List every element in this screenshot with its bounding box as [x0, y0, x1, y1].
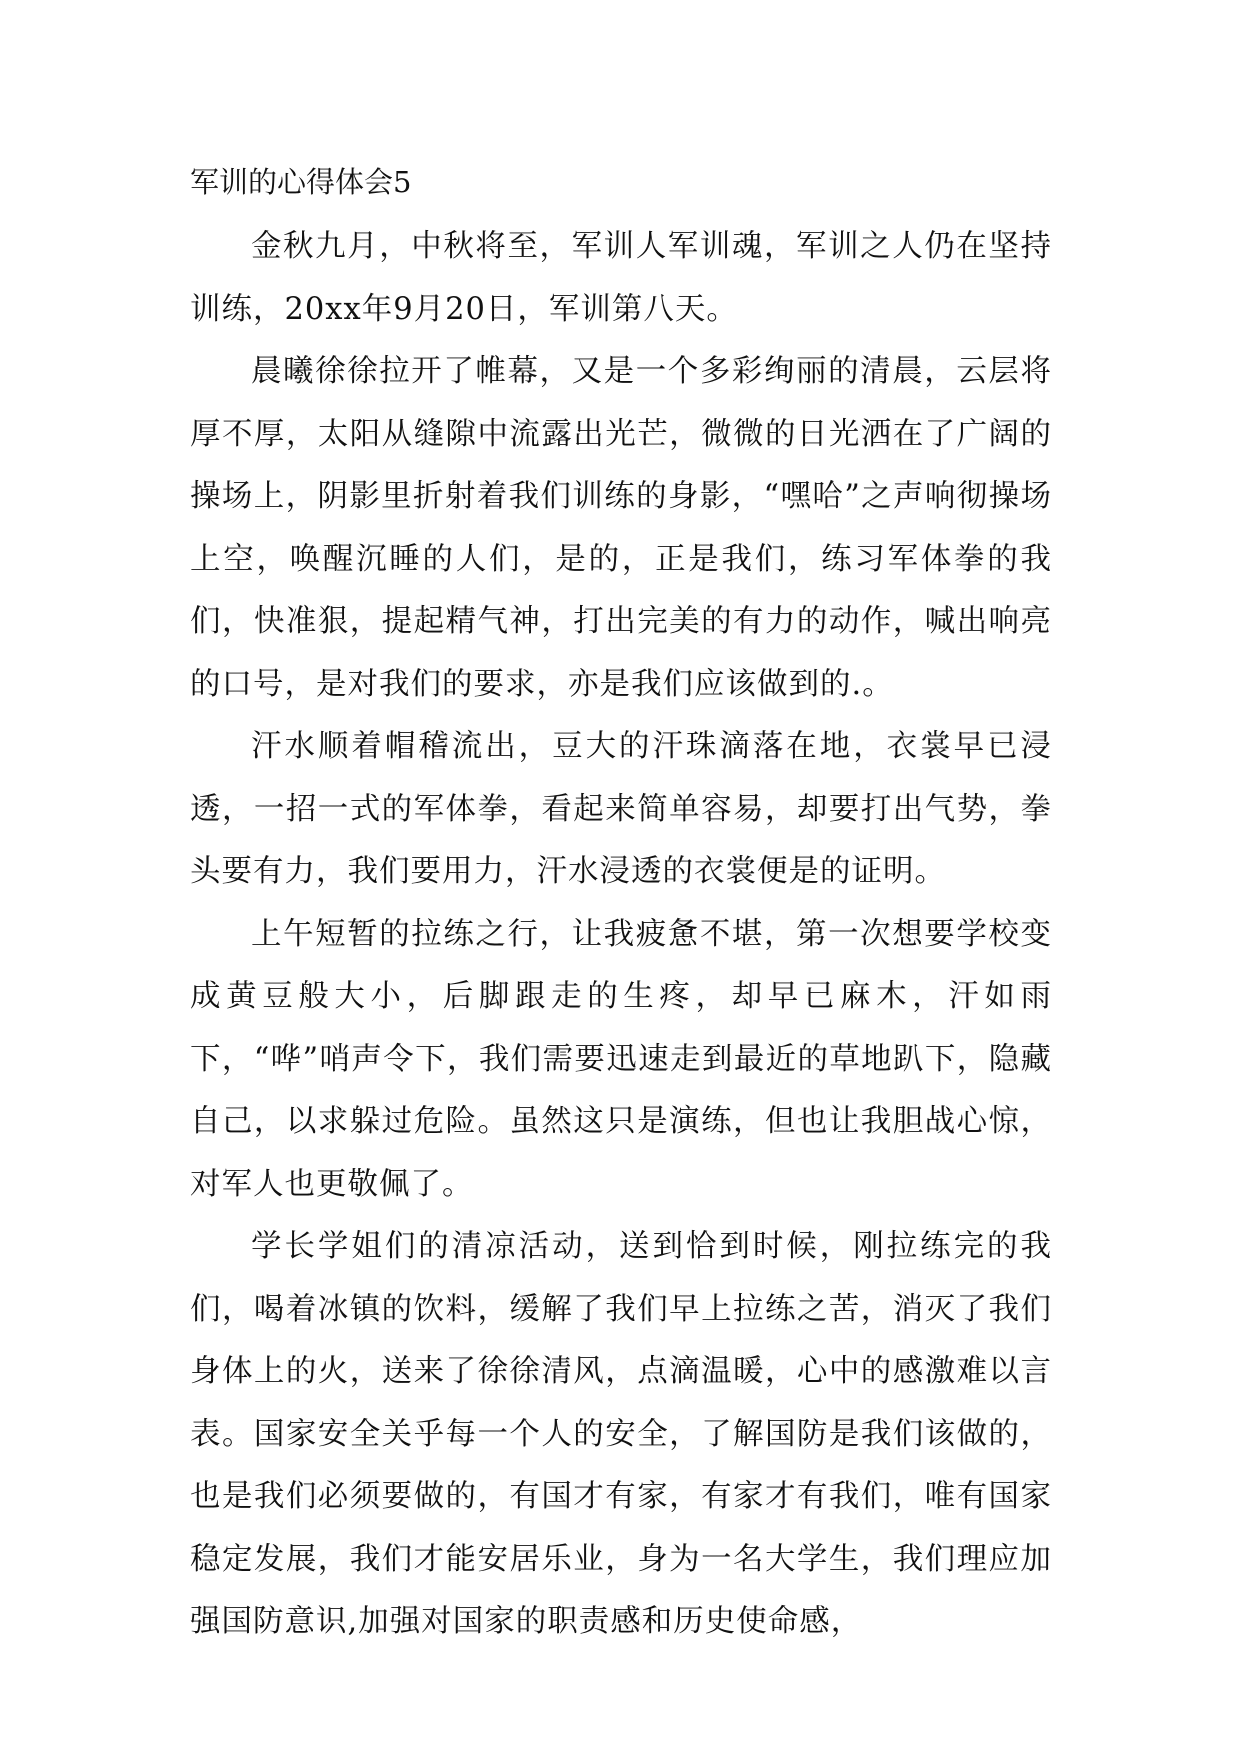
document-body — [190, 216, 1052, 1654]
paragraph-4: 上午短暂的拉练之行，让我疲惫不堪，第一次想要学校变成黄豆般大小，后脚跟走的生疼，却早已麻木，汗如雨下，“哗”哨声令下，我们需要迅速走到最近的草地趴下，隐藏自己，以求躲过危险。虽然这只是演练，但也让我胆战心惊，对军人也更敬佩了。 — [190, 916, 1052, 1202]
paragraph-5: 学长学姐们的清凉活动，送到恰到时候，刚拉练完的我们，喝着冰镇的饮料，缓解了我们早上拉练之苦，消灭了我们身体上的火，送来了徐徐清风，点滴温暖，心中的感激难以言表。国家安全关乎每一个人的安全，了解国防是我们该做的，也是我们必须要做的，有国才有家，有家才有我们，唯有国家稳定发展，我们才能安居乐业，身为一名大学生，我们理应加强国防意识,加强对国家的职责感和历史使命感， — [190, 1229, 1052, 1639]
paragraph-1: 金秋九月，中秋将至，军训人军训魂，军训之人仍在坚持训练，20xx年9月20日，军训第八天。 — [190, 229, 1052, 327]
paragraph-2: 晨曦徐徐拉开了帷幕，又是一个多彩绚丽的清晨，云层将厚不厚，太阳从缝隙中流露出光芒，微微的日光洒在了广阔的操场上，阴影里折射着我们训练的身影，“嘿哈”之声响彻操场上空，唤醒沉睡的人们，是的，正是我们，练习军体拳的我们，快准狠，提起精气神，打出完美的有力的动作，喊出响亮的口号，是对我们的要求，亦是我们应该做到的.。 — [190, 354, 1052, 702]
document-title: 军训的心得体会5 — [190, 165, 412, 199]
paragraph-3: 汗水顺着帽稽流出，豆大的汗珠滴落在地，衣裳早已浸透，一招一式的军体拳，看起来简单容易，却要打出气势，拳头要有力，我们要用力，汗水浸透的衣裳便是的证明。 — [190, 729, 1052, 889]
